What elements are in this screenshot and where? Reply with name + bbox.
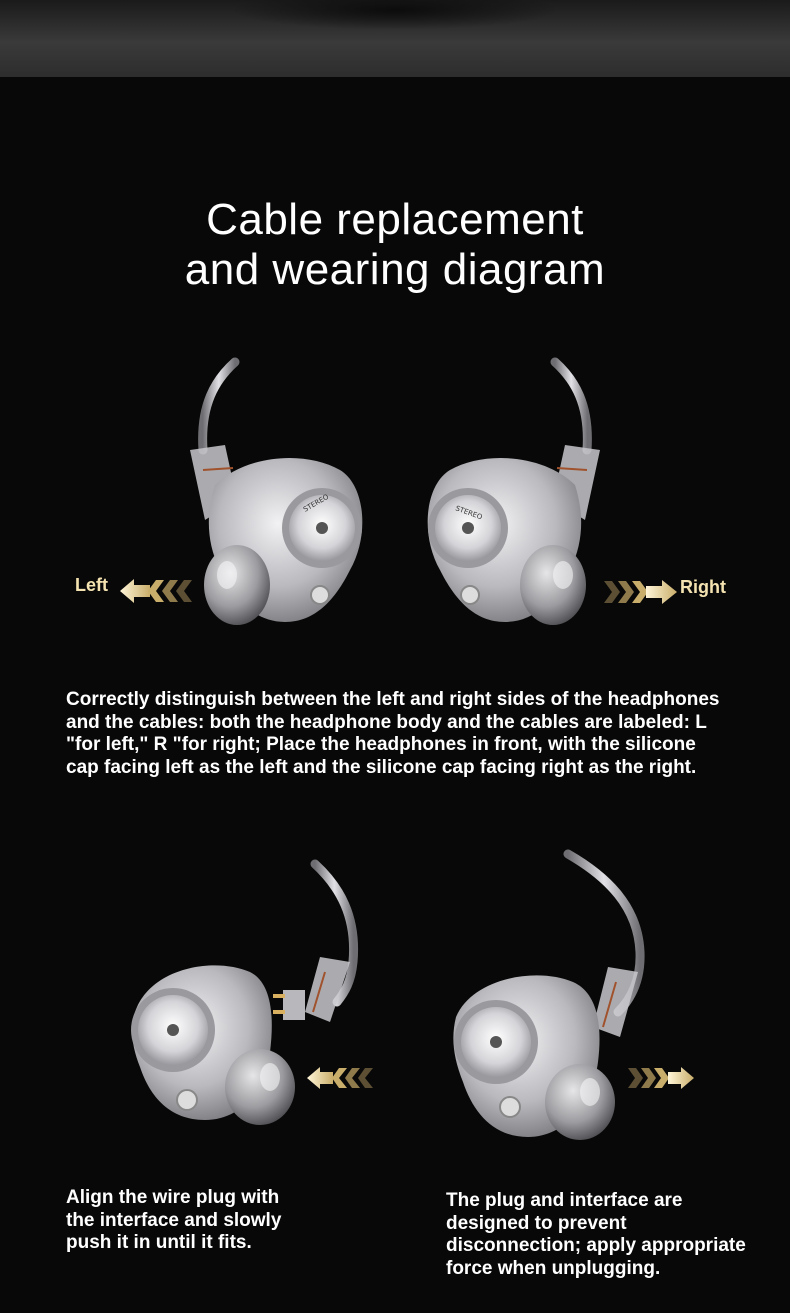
arrow-right-icon [628, 1066, 694, 1090]
svg-text:STEREO: STEREO [454, 504, 484, 522]
page-title [0, 195, 790, 295]
distinguish-instructions: Correctly distinguish between the left and right sides of the headphones and the cables: both the headphone body and the cables are labeled: L "for left," R "for right; Place the headphones in front, with the silicone cap facing left as the left and the silicone cap facing right as the right. [66, 689, 720, 778]
arrow-left-icon [307, 1066, 373, 1090]
right-label: Right [680, 577, 726, 597]
prevent-instructions: The plug and interface are designed to prevent disconnection; apply appropriate force when unplugging. [446, 1190, 746, 1279]
title-line-1: Cable replacement [206, 195, 584, 244]
arrow-left-icon [120, 578, 195, 604]
earphone-icon [405, 360, 615, 635]
earphone-icon [125, 862, 375, 1132]
earphone-icon [175, 360, 385, 635]
align-instructions: Align the wire plug with the interface and slowly push it in until it fits. [66, 1187, 282, 1254]
left-label: Left [75, 575, 108, 595]
svg-text:STEREO: STEREO [302, 492, 331, 514]
arrow-right-icon [602, 579, 677, 605]
title-line-2: and wearing diagram [184, 245, 606, 294]
top-photo-band [0, 0, 790, 77]
earphone-icon [448, 852, 668, 1142]
